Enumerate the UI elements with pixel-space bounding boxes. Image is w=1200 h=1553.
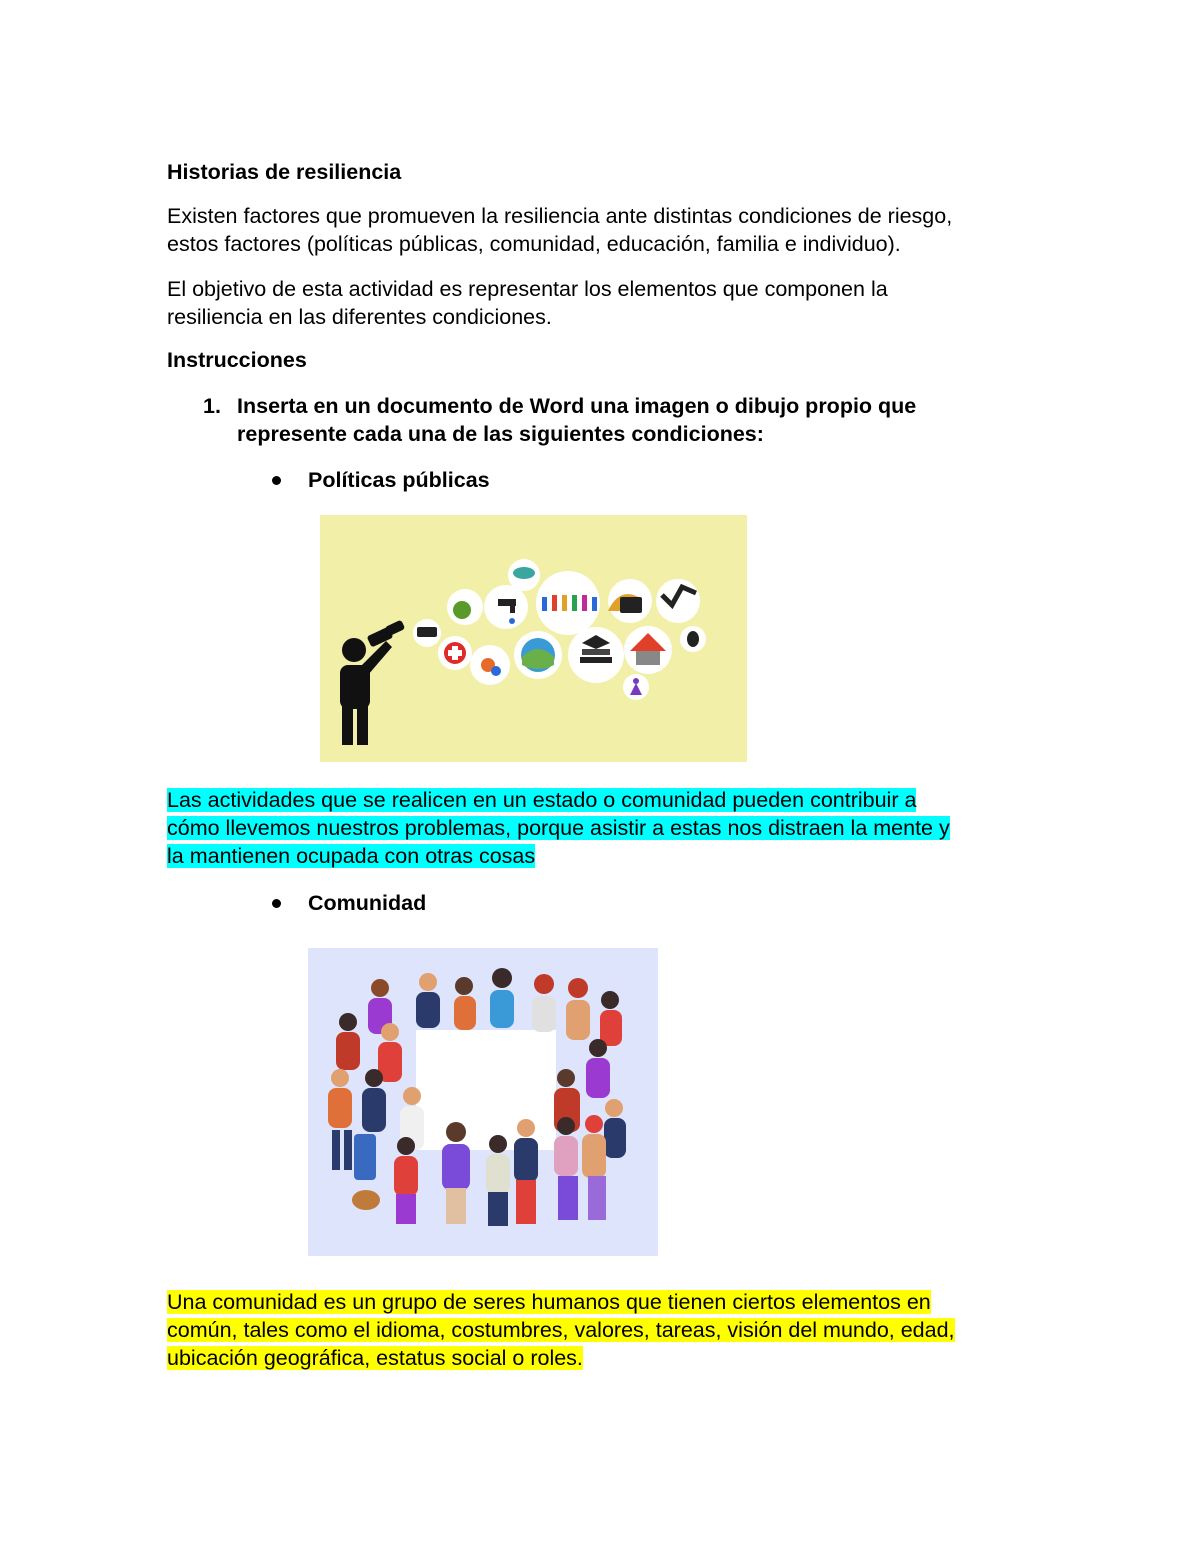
answer-comunidad-line-1: Una comunidad es un grupo de seres humanos que tienen ciertos elementos en [167,1290,931,1314]
answer-comunidad [167,1288,1047,1372]
step-number: 1. [203,394,221,418]
objective-line-2: resiliencia en las diferentes condiciones. [167,305,552,329]
bullet-politicas: Políticas públicas [308,468,490,492]
step-1-line-2: represente cada una de las siguientes condiciones: [237,422,764,446]
intro-line-2: estos factores (políticas públicas, comunidad, educación, familia e individuo). [167,232,901,256]
answer-politicas-line-1: Las actividades que se realicen en un estado o comunidad pueden contribuir a [167,788,917,812]
objective-line-1: El objetivo de esta actividad es representar los elementos que componen la [167,277,888,301]
answer-politicas-line-3: la mantienen ocupada con otras cosas [167,844,536,868]
instructions-heading: Instrucciones [167,348,307,372]
public-policies-image [320,515,747,762]
community-image [308,948,658,1256]
intro-line-1: Existen factores que promueven la resiliencia ante distintas condiciones de riesgo, [167,204,953,228]
answer-politicas [167,786,1047,870]
bullet-comunidad: Comunidad [308,891,427,915]
bullet-dot [272,476,281,485]
step-1-text [237,392,1037,448]
water-tap-icon [484,585,528,629]
document-heading: Historias de resiliencia [167,160,402,184]
intro-paragraph [167,202,1047,258]
answer-comunidad-line-2: común, tales como el idioma, costumbres, valores, tareas, visión del mundo, edad, [167,1318,955,1342]
blank-sign [416,1030,556,1150]
exercise-icon [656,579,700,623]
answer-comunidad-line-3: ubicación geográfica, estatus social o roles. [167,1346,583,1370]
answer-politicas-line-2: cómo llevemos nuestros problemas, porque asistir a estas nos distraen la mente y [167,816,950,840]
step-1-line-1: Inserta en un documento de Word una imagen o dibujo propio que [237,394,917,418]
bullet-dot [272,899,281,908]
objective-paragraph [167,275,1047,331]
